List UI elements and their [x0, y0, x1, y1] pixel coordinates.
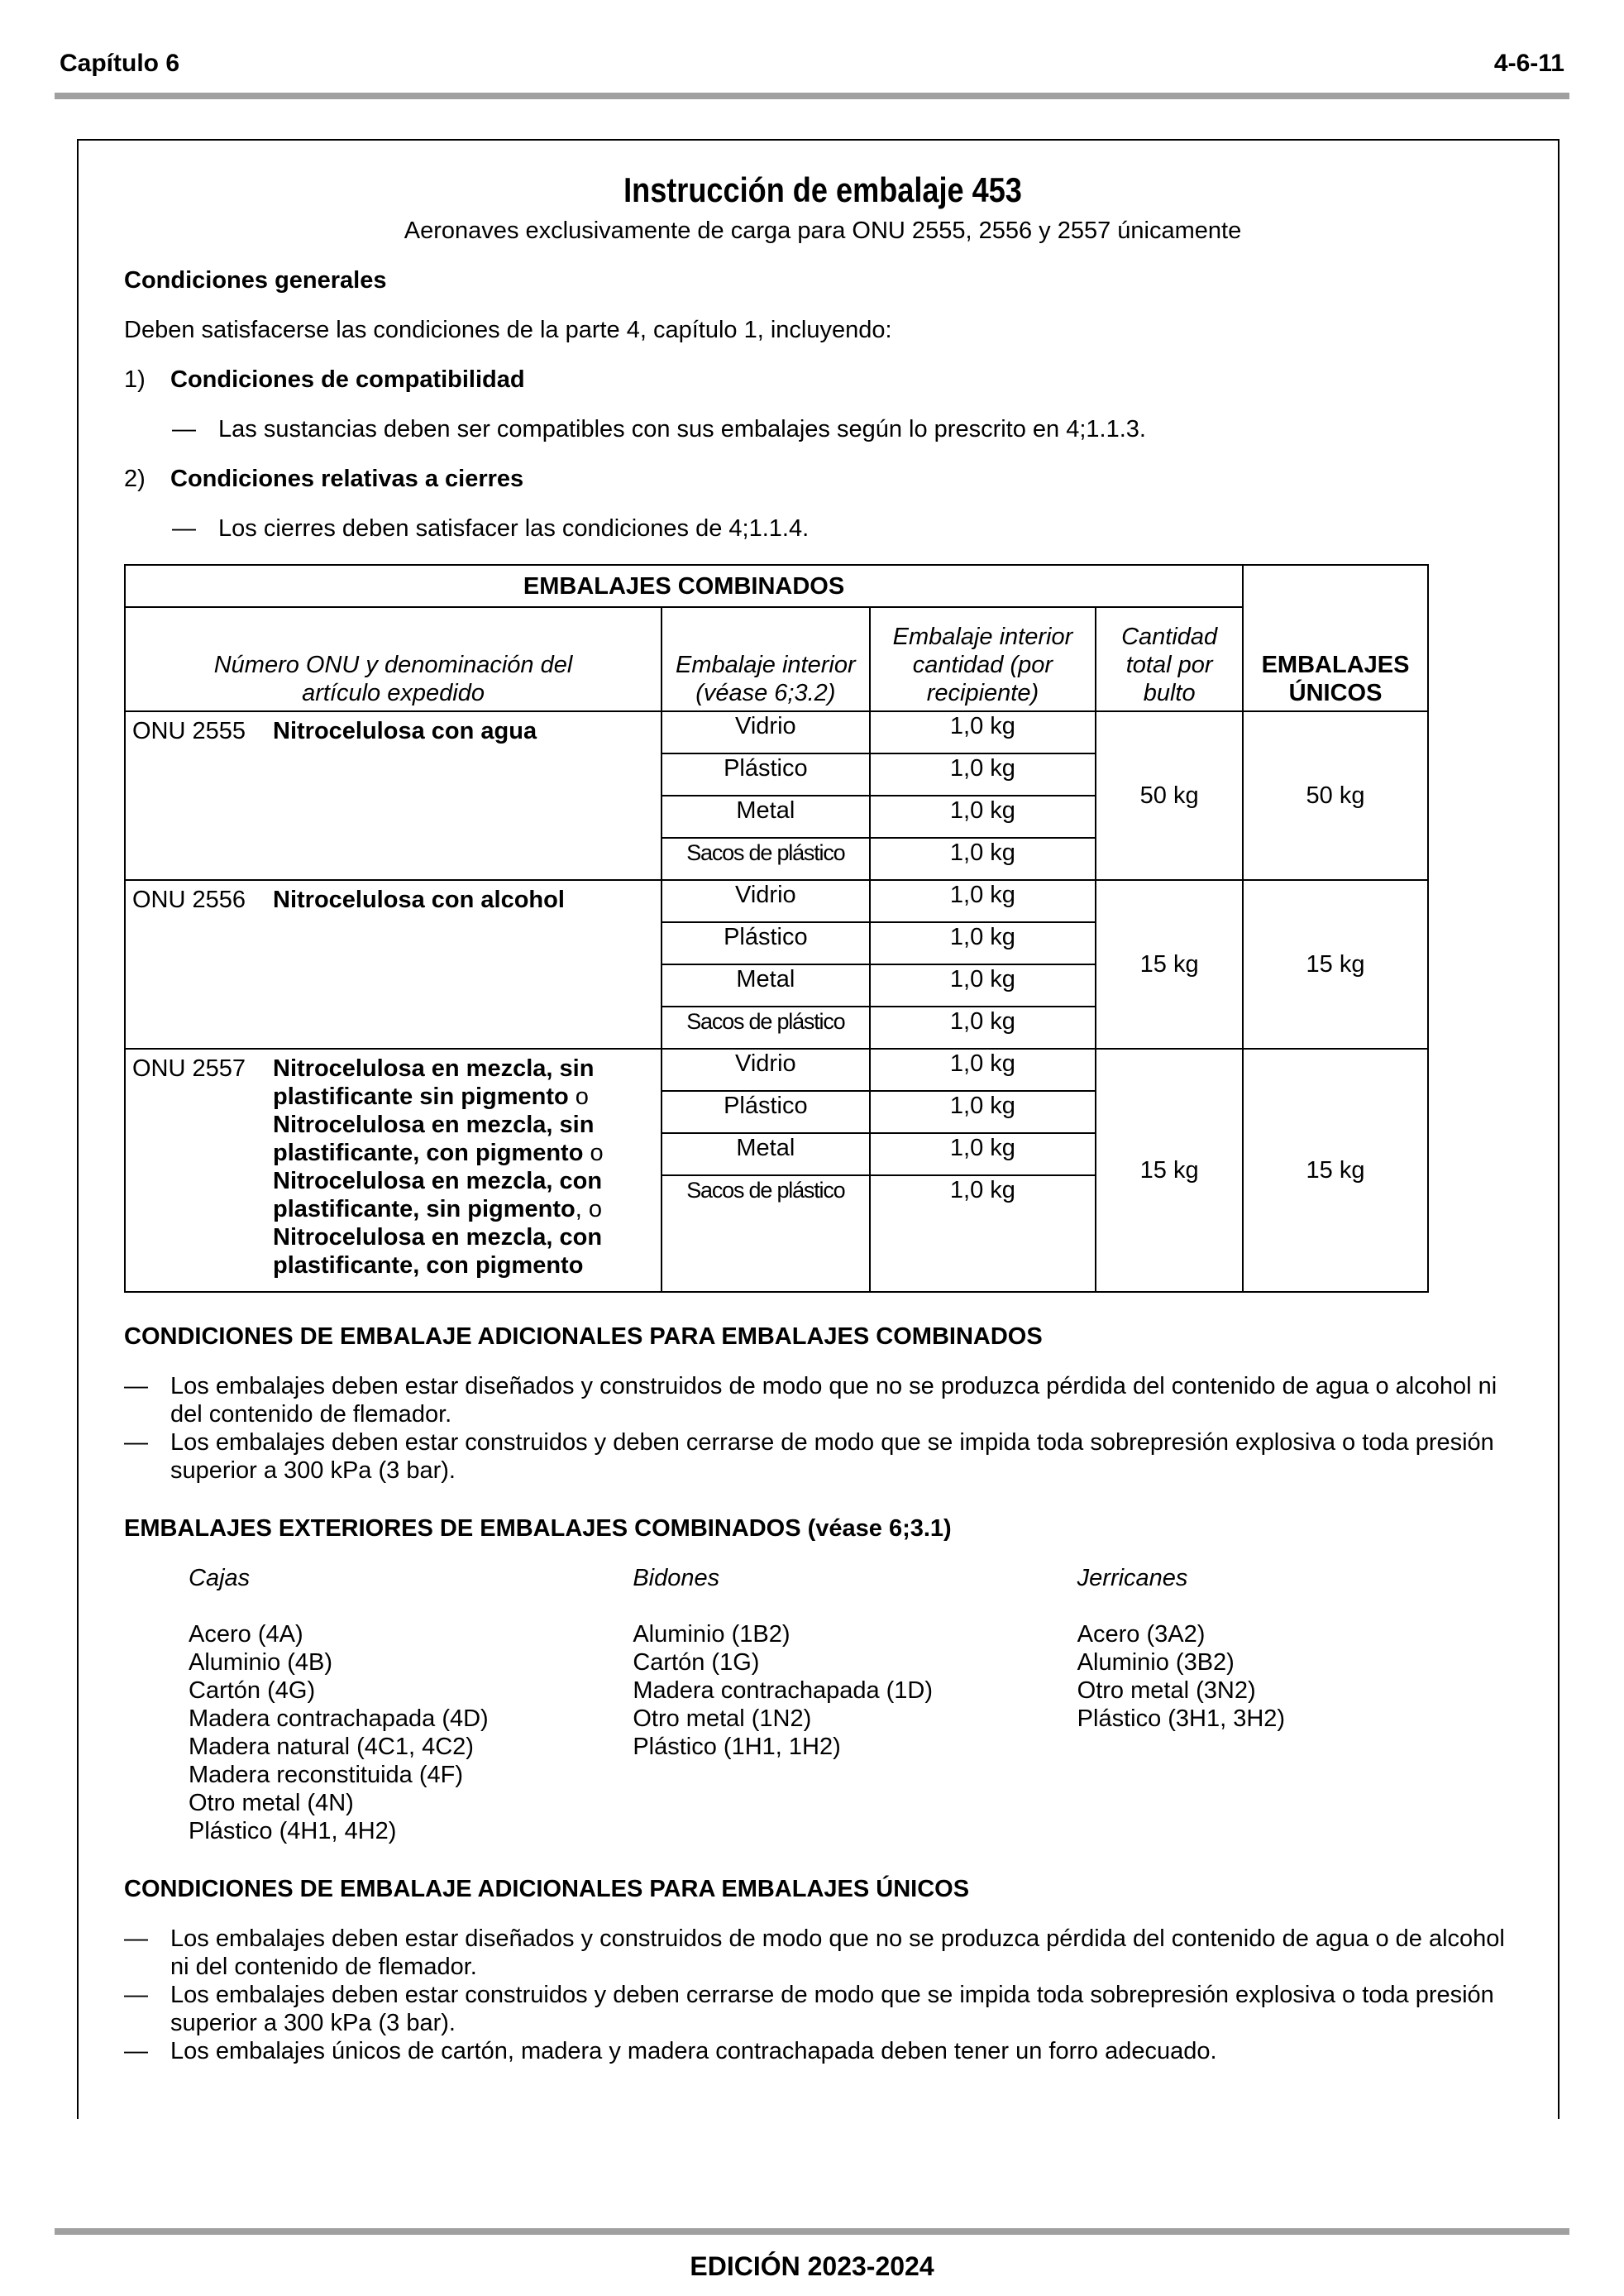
total-quantity: 15 kg [1096, 1049, 1243, 1292]
chapter-label: Capítulo 6 [60, 50, 180, 77]
inner-packaging: Plástico [662, 922, 870, 964]
page-title: Instrucción de embalaje 453 [623, 170, 1022, 209]
list-item-text: Los embalajes deben estar diseñados y construidos de modo que no se produzca pérdida del contenido de agua o de alcohol ni del contenido de flemador. [170, 1925, 1505, 1980]
dash-marker: — [124, 1429, 148, 1456]
edition-footer: EDICIÓN 2023-2024 [690, 2251, 934, 2281]
page-subtitle: Aeronaves exclusivamente de carga para ONU 2555, 2556 y 2557 únicamente [404, 218, 1242, 244]
single-quantity: 15 kg [1243, 880, 1428, 1049]
dash-marker: — [124, 1982, 148, 2008]
inner-packaging: Vidrio [662, 1049, 870, 1091]
page-number: 4-6-11 [1493, 50, 1564, 77]
additional-combined-list [124, 1372, 1521, 1485]
inner-quantity: 1,0 kg [870, 796, 1096, 838]
inner-quantity: 1,0 kg [870, 711, 1096, 753]
total-quantity: 50 kg [1096, 711, 1243, 880]
list-item: Otro metal (4N) [189, 1790, 354, 1816]
list-item: Aluminio (4B) [189, 1649, 333, 1676]
condition-label: Condiciones relativas a cierres [170, 466, 524, 492]
condition-text: Las sustancias deben ser compatibles con sus embalajes según lo prescrito en 4;1.1.3. [218, 416, 1146, 442]
table-row [125, 711, 1428, 753]
column-title: Jerricanes [1077, 1565, 1188, 1591]
list-item-text: Los embalajes únicos de cartón, madera y madera contrachapada deben tener un forro adecuado. [170, 2038, 1217, 2064]
un-entry-cell [125, 711, 662, 880]
list-item-text: Los embalajes deben estar construidos y deben cerrarse de modo que se impida toda sobrepresión explosiva o toda presión superior a 300 kPa (3 bar). [170, 1429, 1494, 1484]
inner-packaging: Plástico [662, 753, 870, 796]
inner-packaging: Vidrio [662, 711, 870, 753]
condition-item [124, 465, 1521, 493]
total-quantity: 15 kg [1096, 880, 1243, 1049]
single-packagings-header: EMBALAJES ÚNICOS [1243, 565, 1428, 711]
outer-column-jerricans [1077, 1564, 1521, 1845]
inner-packaging: Metal [662, 1133, 870, 1175]
shipping-name: Nitrocelulosa con agua [273, 718, 537, 744]
general-heading: Condiciones generales [124, 267, 387, 294]
list-item [124, 1925, 1521, 1981]
page-header [55, 50, 1569, 83]
inner-quantity: 1,0 kg [870, 880, 1096, 922]
additional-combined-heading: CONDICIONES DE EMBALAJE ADICIONALES PARA EMBALAJES COMBINADOS [124, 1323, 1043, 1350]
list-item [124, 2037, 1521, 2065]
col-header-inner-quantity: Embalaje interior cantidad (por recipiente) [870, 607, 1096, 711]
col-header-un-number: Número ONU y denominación del artículo expedido [125, 607, 662, 711]
inner-quantity: 1,0 kg [870, 1091, 1096, 1133]
table-row [125, 880, 1428, 922]
inner-quantity: 1,0 kg [870, 1175, 1096, 1217]
inner-quantity: 1,0 kg [870, 753, 1096, 796]
inner-quantity: 1,0 kg [870, 1049, 1096, 1091]
list-item: Aluminio (1B2) [633, 1621, 791, 1648]
un-entry-cell [125, 1049, 662, 1292]
additional-single-heading: CONDICIONES DE EMBALAJE ADICIONALES PARA EMBALAJES ÚNICOS [124, 1876, 970, 1902]
un-number: ONU 2556 [132, 887, 246, 913]
list-item [124, 1372, 1521, 1428]
list-item [124, 1428, 1521, 1485]
un-entry-cell [125, 880, 662, 1049]
instruction-content [124, 139, 1521, 2065]
inner-packaging: Sacos de plástico [662, 1007, 870, 1049]
inner-packaging: Metal [662, 964, 870, 1007]
condition-detail [172, 415, 1521, 443]
list-item: Plástico (3H1, 3H2) [1077, 1705, 1286, 1732]
list-item: Otro metal (1N2) [633, 1705, 812, 1732]
condition-detail [172, 514, 1521, 543]
list-item: Plástico (4H1, 4H2) [189, 1818, 397, 1844]
dash-marker: — [124, 1925, 148, 1952]
inner-quantity: 1,0 kg [870, 1007, 1096, 1049]
single-quantity: 15 kg [1243, 1049, 1428, 1292]
header-rule [55, 93, 1569, 99]
condition-number: 1) [124, 366, 146, 393]
col-header-inner-packaging: Embalaje interior (véase 6;3.2) [662, 607, 870, 711]
general-intro: Deben satisfacerse las condiciones de la parte 4, capítulo 1, incluyendo: [124, 317, 892, 343]
col-header-total-quantity: Cantidad total por bulto [1096, 607, 1243, 711]
list-item [124, 1981, 1521, 2037]
condition-text: Los cierres deben satisfacer las condiciones de 4;1.1.4. [218, 515, 810, 542]
list-item: Madera natural (4C1, 4C2) [189, 1734, 474, 1760]
inner-packaging: Sacos de plástico [662, 1175, 870, 1217]
column-title: Cajas [189, 1565, 251, 1591]
inner-packaging: Metal [662, 796, 870, 838]
column-title: Bidones [633, 1565, 720, 1591]
condition-label: Condiciones de compatibilidad [170, 366, 525, 393]
dash-marker: — [124, 2038, 148, 2064]
list-item: Madera contrachapada (4D) [189, 1705, 489, 1732]
un-number: ONU 2557 [132, 1055, 246, 1082]
outer-column-boxes [189, 1564, 633, 1845]
inner-quantity: 1,0 kg [870, 1133, 1096, 1175]
combined-header: EMBALAJES COMBINADOS [125, 565, 1243, 607]
inner-quantity: 1,0 kg [870, 838, 1096, 880]
inner-packaging: Sacos de plástico [662, 838, 870, 880]
dash-marker: — [124, 1373, 148, 1399]
list-item-text: Los embalajes deben estar diseñados y construidos de modo que no se produzca pérdida del contenido de agua o alcohol ni del contenido de flemador. [170, 1373, 1497, 1428]
table-header-row [125, 607, 1428, 711]
list-item: Acero (3A2) [1077, 1621, 1206, 1648]
condition-item [124, 366, 1521, 394]
outer-packagings-columns [189, 1564, 1521, 1845]
dash-marker: — [172, 515, 196, 542]
list-item: Cartón (1G) [633, 1649, 760, 1676]
inner-quantity: 1,0 kg [870, 922, 1096, 964]
single-quantity: 50 kg [1243, 711, 1428, 880]
list-item: Madera contrachapada (1D) [633, 1677, 934, 1704]
additional-single-list [124, 1925, 1521, 2065]
footer-rule [55, 2228, 1569, 2235]
un-number: ONU 2555 [132, 718, 246, 744]
outer-column-drums [633, 1564, 1077, 1845]
shipping-name: Nitrocelulosa con alcohol [273, 887, 565, 913]
list-item: Madera reconstituida (4F) [189, 1762, 464, 1788]
inner-quantity: 1,0 kg [870, 964, 1096, 1007]
list-item: Acero (4A) [189, 1621, 303, 1648]
condition-number: 2) [124, 466, 146, 492]
list-item: Cartón (4G) [189, 1677, 316, 1704]
table-row [125, 1049, 1428, 1091]
shipping-name: Nitrocelulosa en mezcla, sin plastificante sin pigmento o Nitrocelulosa en mezcla, sin plastificante, con pigmento o Nitrocelulosa en mezcla, con plastificante, sin pigmento, o Nitrocelulosa en mezcla, con plastificante, con pigmento [273, 1055, 604, 1279]
list-item: Aluminio (3B2) [1077, 1649, 1235, 1676]
list-item-text: Los embalajes deben estar construidos y deben cerrarse de modo que se impida toda sobrepresión explosiva o toda presión superior a 300 kPa (3 bar). [170, 1982, 1494, 2036]
packing-table [124, 564, 1429, 1293]
inner-packaging: Plástico [662, 1091, 870, 1133]
list-item: Plástico (1H1, 1H2) [633, 1734, 841, 1760]
outer-packagings-heading: EMBALAJES EXTERIORES DE EMBALAJES COMBINADOS (véase 6;3.1) [124, 1515, 952, 1542]
table-header-row [125, 565, 1428, 607]
list-item: Otro metal (3N2) [1077, 1677, 1256, 1704]
dash-marker: — [172, 416, 196, 442]
inner-packaging: Vidrio [662, 880, 870, 922]
